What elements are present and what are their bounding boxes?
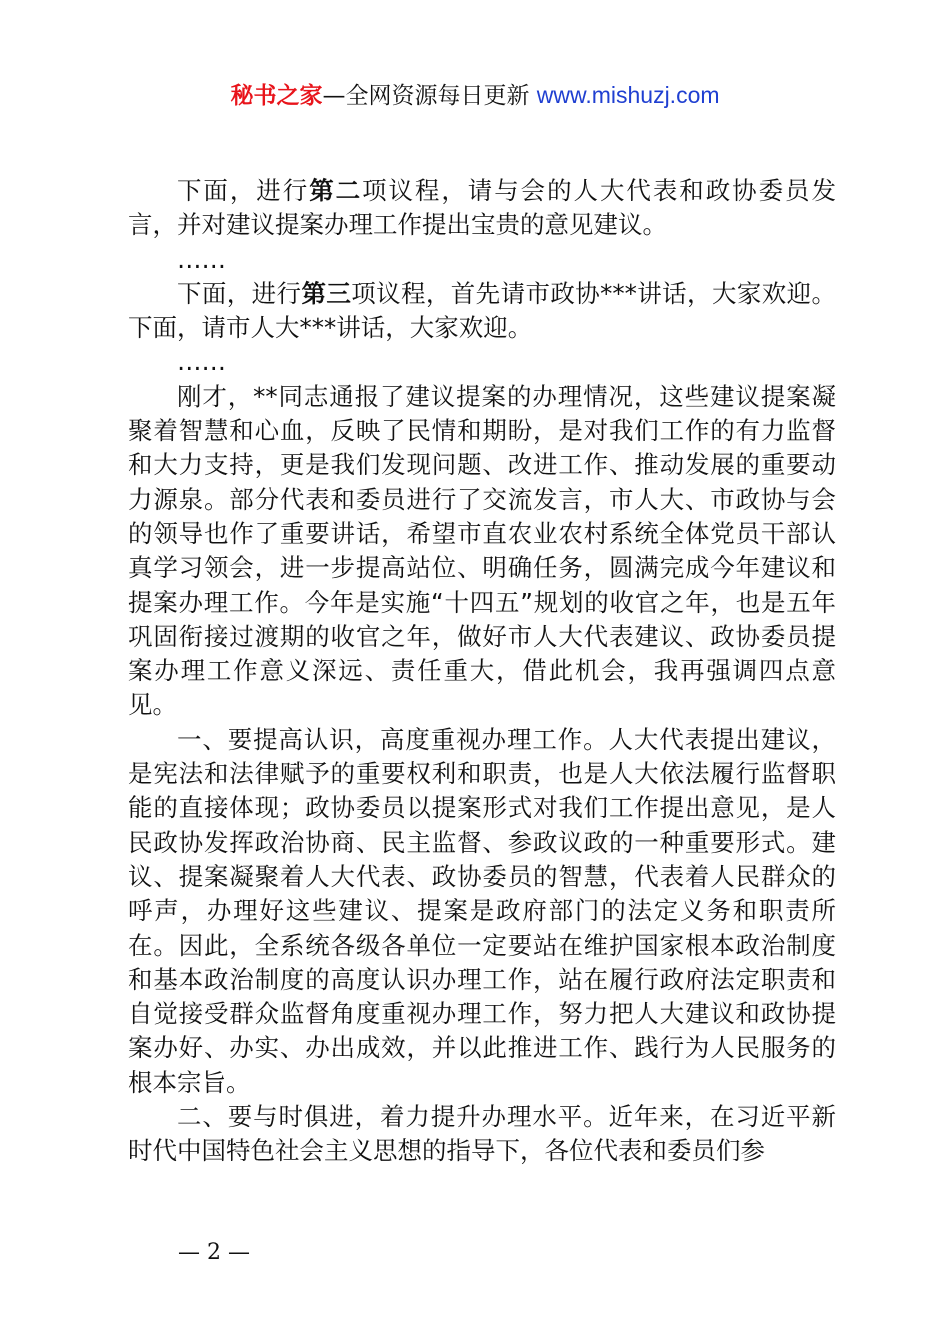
- bold-agenda-number: 第三: [301, 278, 352, 308]
- page-number: — 2 —: [178, 1240, 250, 1265]
- paragraph-summary: 刚才，**同志通报了建议提案的办理情况，这些建议提案凝聚着智慧和心血，反映了民情和期盼，是对我们工作的有力监督和大力支持，更是我们发现问题、改进工作、推动发展的重要动力源泉。部分代表和委员进行了交流发言，市人大、市政协与会的领导也作了重要讲话，希望市直农业农村系统全体党员干部认真学习领会，进一步提高站位、明确任务，圆满完成今年建议和提案办理工作。今年是实施“十四五”规划的收官之年，也是五年巩固衔接过渡期的收官之年，做好市人大代表建议、政协委员提案办理工作意义深远、责任重大，借此机会，我再强调四点意见。: [128, 381, 836, 720]
- site-header: [0, 78, 950, 113]
- site-url[interactable]: www.mishuzj.com: [536, 82, 720, 108]
- brand-name: 秘书之家: [230, 83, 323, 109]
- paragraph-point-2: 二、要与时俱进，着力提升办理水平。近年来，在习近平新时代中国特色社会主义思想的指导下，各位代表和委员们参: [128, 1102, 836, 1166]
- paragraph-point-1: 一、要提高认识，高度重视办理工作。人大代表提出建议，是宪法和法律赋予的重要权利和职责，也是人大依法履行监督职能的直接体现；政协委员以提案形式对我们工作提出意见，是人民政协发挥政治协商、民主监督、参政议政的一种重要形式。建议、提案凝聚着人大代表、政协委员的智慧，代表着人民群众的呼声，办理好这些建议、提案是政府部门的法定义务和职责所在。因此，全系统各级各单位一定要站在维护国家根本政治制度和基本政治制度的高度认识办理工作，站在履行政府法定职责和自觉接受群众监督角度重视办理工作，努力把人大建议和政协提案办好、办实、办出成效，并以此推进工作、践行为人民服务的根本宗旨。: [128, 724, 836, 1097]
- header-tagline: —全网资源每日更新: [322, 83, 530, 109]
- paragraph-agenda-3: 下面，进行第三项议程，首先请市政协***讲话，大家欢迎。下面，请市人大***讲话，大家欢迎。: [128, 278, 837, 343]
- paragraph-agenda-2: 下面，进行第二项议程，请与会的人大代表和政协委员发言，并对建议提案办理工作提出宝贵的意见建议。: [128, 176, 836, 240]
- ellipsis-2: ……: [177, 347, 226, 377]
- ellipsis-1: ……: [177, 244, 226, 274]
- bold-agenda-number: 第二: [309, 176, 363, 205]
- document-body: [128, 174, 836, 1169]
